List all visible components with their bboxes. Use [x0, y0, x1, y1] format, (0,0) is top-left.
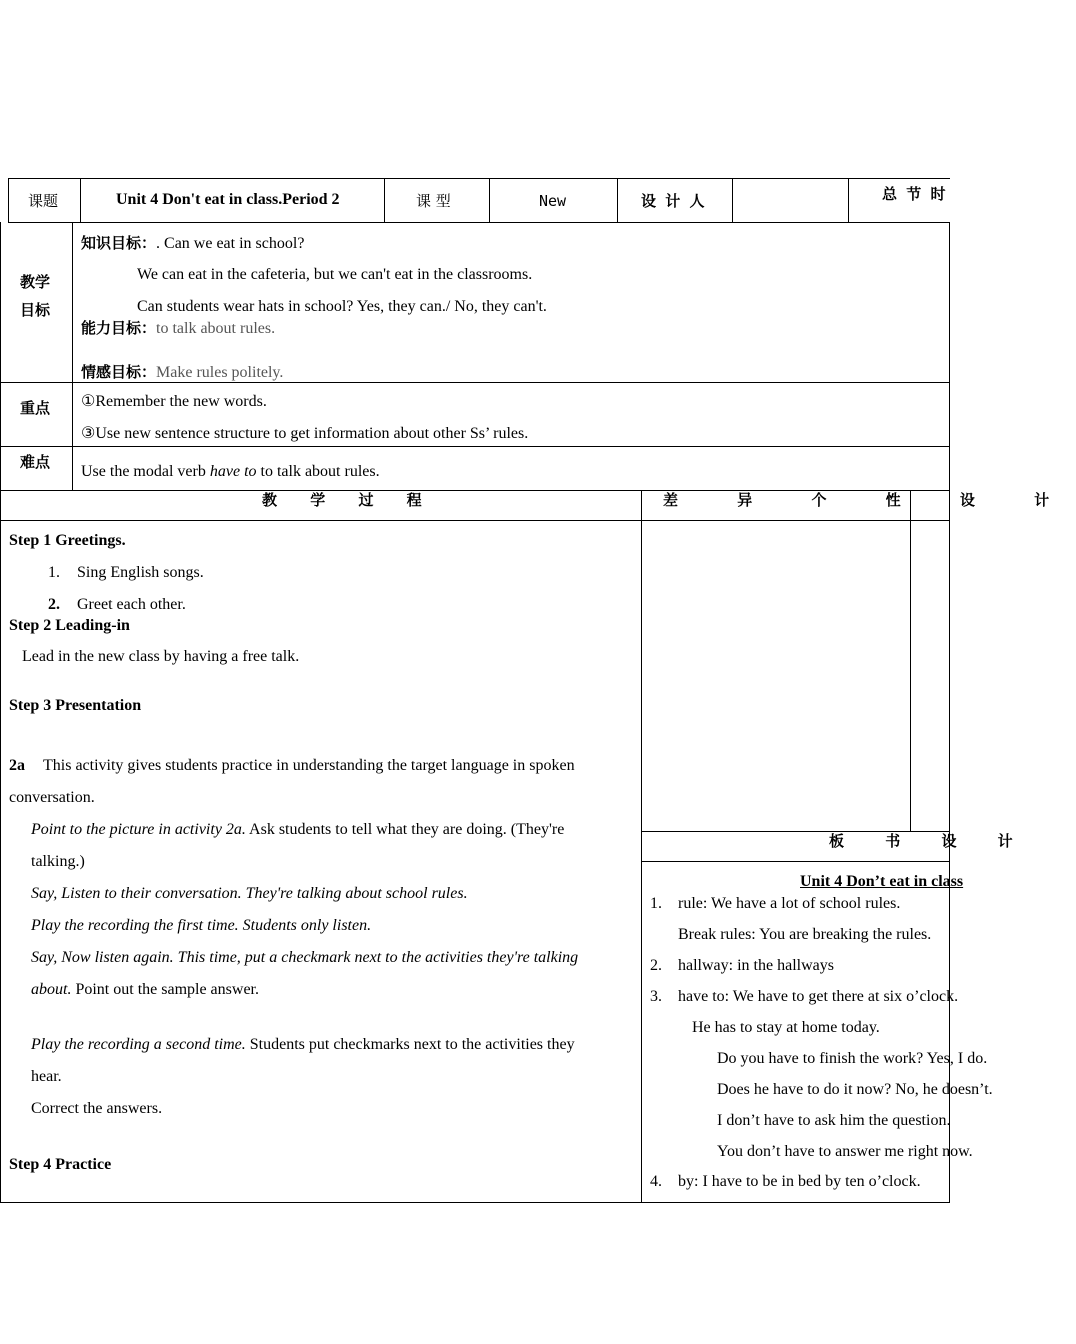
step3-title: Step 3 Presentation: [9, 697, 142, 714]
knowledge-line2: We can eat in the cafeteria, but we can't eat in the classrooms.: [137, 266, 533, 283]
header-top-border: [8, 178, 950, 179]
instruction-point: Point to the picture in activity 2a. Ask students to tell what they are doing. (They're: [31, 821, 565, 838]
instruction-point-line2: talking.): [31, 853, 85, 870]
board-item-num: 2.: [650, 957, 662, 974]
key-point-2: ③Use new sentence structure to get information about other Ss’ rules.: [81, 425, 529, 442]
instruction-play: Play the recording the first time. Students only listen.: [31, 917, 372, 934]
board-item: You don’t have to answer me right now.: [717, 1143, 973, 1160]
instruction-listen-again-line2: about. Point out the sample answer.: [31, 981, 259, 998]
process-header: 教 学 过 程: [262, 491, 436, 509]
topic-label: 课题: [28, 192, 59, 210]
board-item: He has to stay at home today.: [692, 1019, 880, 1036]
board-title: Unit 4 Don’t eat in class: [800, 873, 964, 890]
goals-label-line2: 目标: [20, 301, 51, 319]
step4-title: Step 4 Practice: [9, 1156, 112, 1173]
key-point-1: ①Remember the new words.: [81, 393, 267, 410]
activity-2a-line1: This activity gives students practice in understanding the target language in spoken: [43, 757, 575, 774]
total-periods-label: 总 节 时: [882, 185, 948, 203]
step2-text: Lead in the new class by having a free talk.: [22, 648, 300, 665]
board-item: Does he have to do it now? No, he doesn’t.: [717, 1081, 993, 1098]
board-item: Break rules: You are breaking the rules.: [678, 926, 932, 943]
emotion-goal: 情感目标：Make rules politely.: [81, 363, 284, 381]
knowledge-goal: 知识目标：. Can we eat in school?: [81, 234, 305, 252]
board-item: Do you have to finish the work? Yes, I do.: [717, 1050, 988, 1067]
activity-2a-label: 2a: [9, 757, 25, 774]
board-item: I don’t have to ask him the question.: [717, 1112, 951, 1129]
knowledge-line3: Can students wear hats in school? Yes, they can./ No, they can't.: [137, 298, 547, 315]
step1-item: 1.: [48, 564, 60, 581]
step1-title: Step 1 Greetings.: [9, 532, 126, 549]
step1-item-text: Sing English songs.: [77, 564, 204, 581]
board-item-num: 3.: [650, 988, 662, 1005]
board-content: [642, 862, 993, 1202]
difficulty-label: 难点: [20, 453, 51, 471]
ability-goal: 能力目标：to talk about rules.: [81, 319, 276, 337]
instruction-say: Say, Listen to their conversation. They're talking about school rules.: [31, 885, 468, 902]
type-label: 课 型: [416, 192, 451, 210]
board-item: rule: We have a lot of school rules.: [678, 895, 901, 912]
topic-value: Unit 4 Don't eat in class.Period 2: [116, 191, 340, 208]
instruction-second-time: Play the recording a second time. Students put checkmarks next to the activities they: [31, 1036, 575, 1053]
type-value: New: [539, 192, 567, 210]
instruction-correct: Correct the answers.: [31, 1100, 163, 1117]
board-item: by: I have to be in bed by ten o’clock.: [678, 1173, 921, 1190]
board-item: have to: We have to get there at six o’clock.: [678, 988, 959, 1005]
board-item-num: 4.: [650, 1173, 662, 1190]
diff-design-header: 差 异 个 性 设 计: [663, 491, 1076, 509]
key-points-label: 重点: [20, 399, 51, 417]
board-item-num: 1.: [650, 895, 662, 912]
designer-label: 设 计 人: [641, 192, 707, 210]
board-item: hallway: in the hallways: [678, 957, 834, 974]
activity-2a-line2: conversation.: [9, 789, 95, 806]
instruction-listen-again: Say, Now listen again. This time, put a checkmark next to the activities they're talking: [31, 949, 579, 966]
instruction-second-time-line2: hear.: [31, 1068, 62, 1085]
step2-title: Step 2 Leading-in: [9, 617, 130, 634]
step1-item: 2.: [48, 596, 60, 613]
board-header: 板 书 设 计: [829, 832, 1031, 850]
difficulty-text: Use the modal verb have to to talk about rules.: [81, 463, 380, 480]
goals-label-line1: 教学: [20, 273, 51, 291]
header-bottom-border: [8, 222, 950, 223]
step1-item-text: Greet each other.: [77, 596, 186, 613]
